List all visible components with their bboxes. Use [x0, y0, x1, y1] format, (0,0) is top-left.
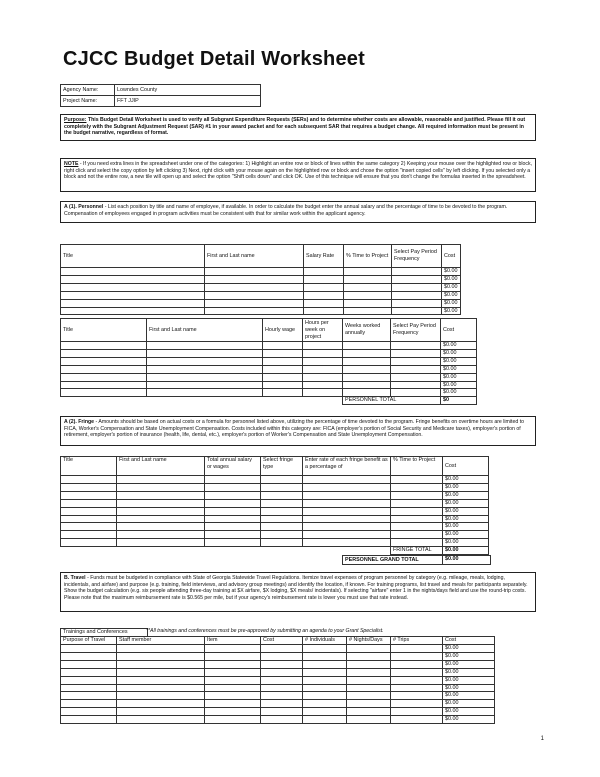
col-time: % Time to Project: [391, 457, 443, 476]
col-cost: Cost: [441, 319, 477, 342]
fringe-total-label: FRINGE TOTAL: [391, 547, 443, 555]
cost-cell: $0.00: [442, 275, 461, 283]
cost-cell: $0.00: [443, 692, 495, 700]
cost-cell: $0.00: [441, 373, 477, 381]
cost-cell: $0.00: [443, 668, 495, 676]
table-row[interactable]: [61, 539, 489, 547]
cost-cell: $0.00: [443, 515, 489, 523]
cost-cell: $0.00: [443, 684, 495, 692]
table-row[interactable]: [61, 483, 489, 491]
purpose-label: Purpose:: [64, 117, 87, 123]
personnel-total-value: $0: [441, 397, 477, 405]
table-row[interactable]: [61, 708, 495, 716]
table-row[interactable]: [61, 645, 495, 653]
col-name: First and Last name: [147, 319, 263, 342]
personnel-grand-total: [342, 555, 491, 565]
cost-cell: $0.00: [441, 342, 477, 350]
cost-cell: $0.00: [442, 268, 461, 276]
table-row[interactable]: [61, 499, 489, 507]
table-row[interactable]: [61, 307, 461, 315]
grand-total-label: PERSONNEL GRAND TOTAL: [343, 556, 443, 565]
travel-description: [60, 572, 536, 612]
table-row[interactable]: [61, 523, 489, 531]
purpose-text: This Budget Detail Worksheet is used to verify all Subgrant Expenditure Requests (SERs) and to determine whether costs are allowable, reasonable and justified. Please fill it out completely with the Subgrant Adjustment Request (SAR) #1 in your award packet and for each subsequent SAR that requires a budget change. All required information must be present in the budget narrative, regardless of format.: [64, 117, 526, 137]
table-row[interactable]: [61, 507, 489, 515]
cost-cell: $0.00: [443, 652, 495, 660]
table-row[interactable]: [61, 692, 495, 700]
table-row[interactable]: [61, 373, 477, 381]
project-name-value[interactable]: FFT JJIP: [115, 96, 261, 107]
travel-text: - Funds must be budgeted in compliance with State of Georgia Statewide Travel Regulations. Itemize travel expenses of program personnel by category (e.g. mileage, meals, lodging, incidentals, and airfare) and purpose (e.g. training, field interviews, and advisory group meetings) and identify the location, if known. For training programs, list travel and meals for participants separately. Show the budget calculation (e.g. six people attending three-day training at $X airfare, $X lodging, $X meals/ incidentals). If selecting "airfare" enter 1 in the nights/days field and use the round-trip costs. Please note that the maximum reimbursement rate is $0.565 per mile, but if your agency's reimbursement rate is lower you must use that rate instead.: [64, 575, 528, 601]
grand-total-value: $0.00: [443, 556, 491, 565]
col-name: First and Last name: [117, 457, 205, 476]
cost-cell: $0.00: [443, 645, 495, 653]
cost-cell: $0.00: [443, 476, 489, 484]
col-cost: Cost: [443, 637, 495, 645]
page-title: CJCC Budget Detail Worksheet: [63, 48, 365, 70]
table-row[interactable]: [61, 357, 477, 365]
table-row[interactable]: [61, 515, 489, 523]
agency-info-table: [60, 84, 261, 107]
cost-cell: $0.00: [443, 499, 489, 507]
table-row[interactable]: [61, 676, 495, 684]
col-frequency: Select Pay Period Frequency: [392, 245, 442, 268]
table-row[interactable]: [61, 291, 461, 299]
col-hourly-wage: Hourly wage: [263, 319, 303, 342]
col-cost: Cost: [443, 457, 489, 476]
table-row[interactable]: [61, 700, 495, 708]
fringe-total-value: $0.00: [443, 547, 489, 555]
col-item: Item: [205, 637, 261, 645]
col-purpose: Purpose of Travel: [61, 637, 117, 645]
table-row[interactable]: [61, 299, 461, 307]
table-row[interactable]: [61, 476, 489, 484]
cost-cell: $0.00: [441, 357, 477, 365]
col-title: Title: [61, 245, 205, 268]
purpose-box: [60, 114, 536, 141]
table-row[interactable]: [61, 531, 489, 539]
col-frequency: Select Pay Period Frequency: [391, 319, 441, 342]
table-row[interactable]: [61, 389, 477, 397]
col-trips: # Trips: [391, 637, 443, 645]
personnel-label: A (1). Personnel: [64, 204, 104, 210]
trainings-section-note: **All trainings and conferences must be pre-approved by submitting an agenda to your Grant Specialist.: [146, 628, 384, 634]
cost-cell: $0.00: [443, 716, 495, 724]
personnel-hourly-table: [60, 318, 477, 405]
project-name-label: Project Name:: [61, 96, 115, 107]
cost-cell: $0.00: [443, 676, 495, 684]
table-row[interactable]: [61, 660, 495, 668]
personnel-text: - List each position by title and name of employee, if available. In order to calculate the budget enter the annual salary and the percentage of time to be devoted to the program. Compensation of employees engaged in program activities must be consistent with that for similar work within the applicant agency.: [64, 204, 508, 217]
table-row[interactable]: [61, 381, 477, 389]
cost-cell: $0.00: [441, 389, 477, 397]
trainings-section-label: Trainings and Conferences: [60, 628, 148, 637]
note-label: NOTE: [64, 161, 79, 167]
col-title: Title: [61, 457, 117, 476]
col-name: First and Last name: [205, 245, 304, 268]
note-text: - If you need extra lines in the spreadsheet under one of the categories: 1) Highlight an entire row or block of lines within the same category 2) Keeping your mouse over the highlighted row or block, right click and select the copy option by left clicking 3) Next, right click with your mouse again on the highlighted row or block and chose the option "insert copied cells" by left clicking. If you selected only a block and not the entire row, a new tile will open up and select the option "Shift cells down" and click OK. Use of this technique will ensure that you don't change the formulas inserted in the spreadsheet.: [64, 161, 533, 181]
cost-cell: $0.00: [443, 539, 489, 547]
cost-cell: $0.00: [443, 708, 495, 716]
cost-cell: $0.00: [443, 700, 495, 708]
col-cost: Cost: [442, 245, 461, 268]
cost-cell: $0.00: [443, 483, 489, 491]
col-time: % Time to Project: [344, 245, 392, 268]
cost-cell: $0.00: [443, 507, 489, 515]
page-number: 1: [540, 736, 544, 742]
col-annual-salary: Total annual salary or wages: [205, 457, 261, 476]
agency-name-value[interactable]: Lowndes County: [115, 85, 261, 96]
col-staff: Staff member: [117, 637, 205, 645]
fringe-text: - Amounts should be based on actual costs or a formula for personnel listed above, utilizing the percentage of time devoted to the program. Fringe benefits on overtime hours are limited to FICA, Worker's Compensation and State Unemployment Compensation. Costs included within this category are: FICA (employer's portion of Social Security and Medicare taxes), employer's portion of retirement, employer's portion of insurance (health, life, dental, etc.), employer's portion of Worker's Compensation and State Unemployment Compensation.: [64, 419, 525, 439]
col-nights-days: # Nights/Days: [347, 637, 391, 645]
cost-cell: $0.00: [442, 283, 461, 291]
table-row[interactable]: [61, 716, 495, 724]
col-individuals: # Individuals: [303, 637, 347, 645]
cost-cell: $0.00: [442, 291, 461, 299]
col-item-cost: Cost: [261, 637, 303, 645]
table-row[interactable]: [61, 668, 495, 676]
table-row[interactable]: [61, 268, 461, 276]
col-hours-per-week: Hours per week on project: [303, 319, 343, 342]
cost-cell: $0.00: [441, 381, 477, 389]
col-weeks-worked: Weeks worked annually: [343, 319, 391, 342]
fringe-description: [60, 416, 536, 446]
col-fringe-rate: Enter rate of each fringe benefit as a percentage of: [303, 457, 391, 476]
cost-cell: $0.00: [443, 491, 489, 499]
note-box: [60, 158, 536, 192]
cost-cell: $0.00: [442, 299, 461, 307]
cost-cell: $0.00: [443, 531, 489, 539]
cost-cell: $0.00: [443, 523, 489, 531]
col-fringe-type: Select fringe type: [261, 457, 303, 476]
table-row[interactable]: [61, 275, 461, 283]
travel-label: B. Travel: [64, 575, 86, 581]
personnel-total-label: PERSONNEL TOTAL: [343, 397, 441, 405]
table-row[interactable]: [61, 652, 495, 660]
cost-cell: $0.00: [441, 365, 477, 373]
table-row[interactable]: [61, 342, 477, 350]
col-salary-rate: Salary Rate: [304, 245, 344, 268]
fringe-label: A (2). Fringe: [64, 419, 95, 425]
cost-cell: $0.00: [442, 307, 461, 315]
agency-name-label: Agency Name:: [61, 85, 115, 96]
table-row[interactable]: [61, 684, 495, 692]
col-title: Title: [61, 319, 147, 342]
table-row[interactable]: [61, 283, 461, 291]
travel-table: [60, 636, 495, 724]
cost-cell: $0.00: [443, 660, 495, 668]
personnel-salary-table: [60, 244, 461, 315]
table-row[interactable]: [61, 491, 489, 499]
table-row[interactable]: [61, 365, 477, 373]
fringe-table: [60, 456, 489, 555]
cost-cell: $0.00: [441, 349, 477, 357]
table-row[interactable]: [61, 349, 477, 357]
personnel-description: [60, 201, 536, 223]
